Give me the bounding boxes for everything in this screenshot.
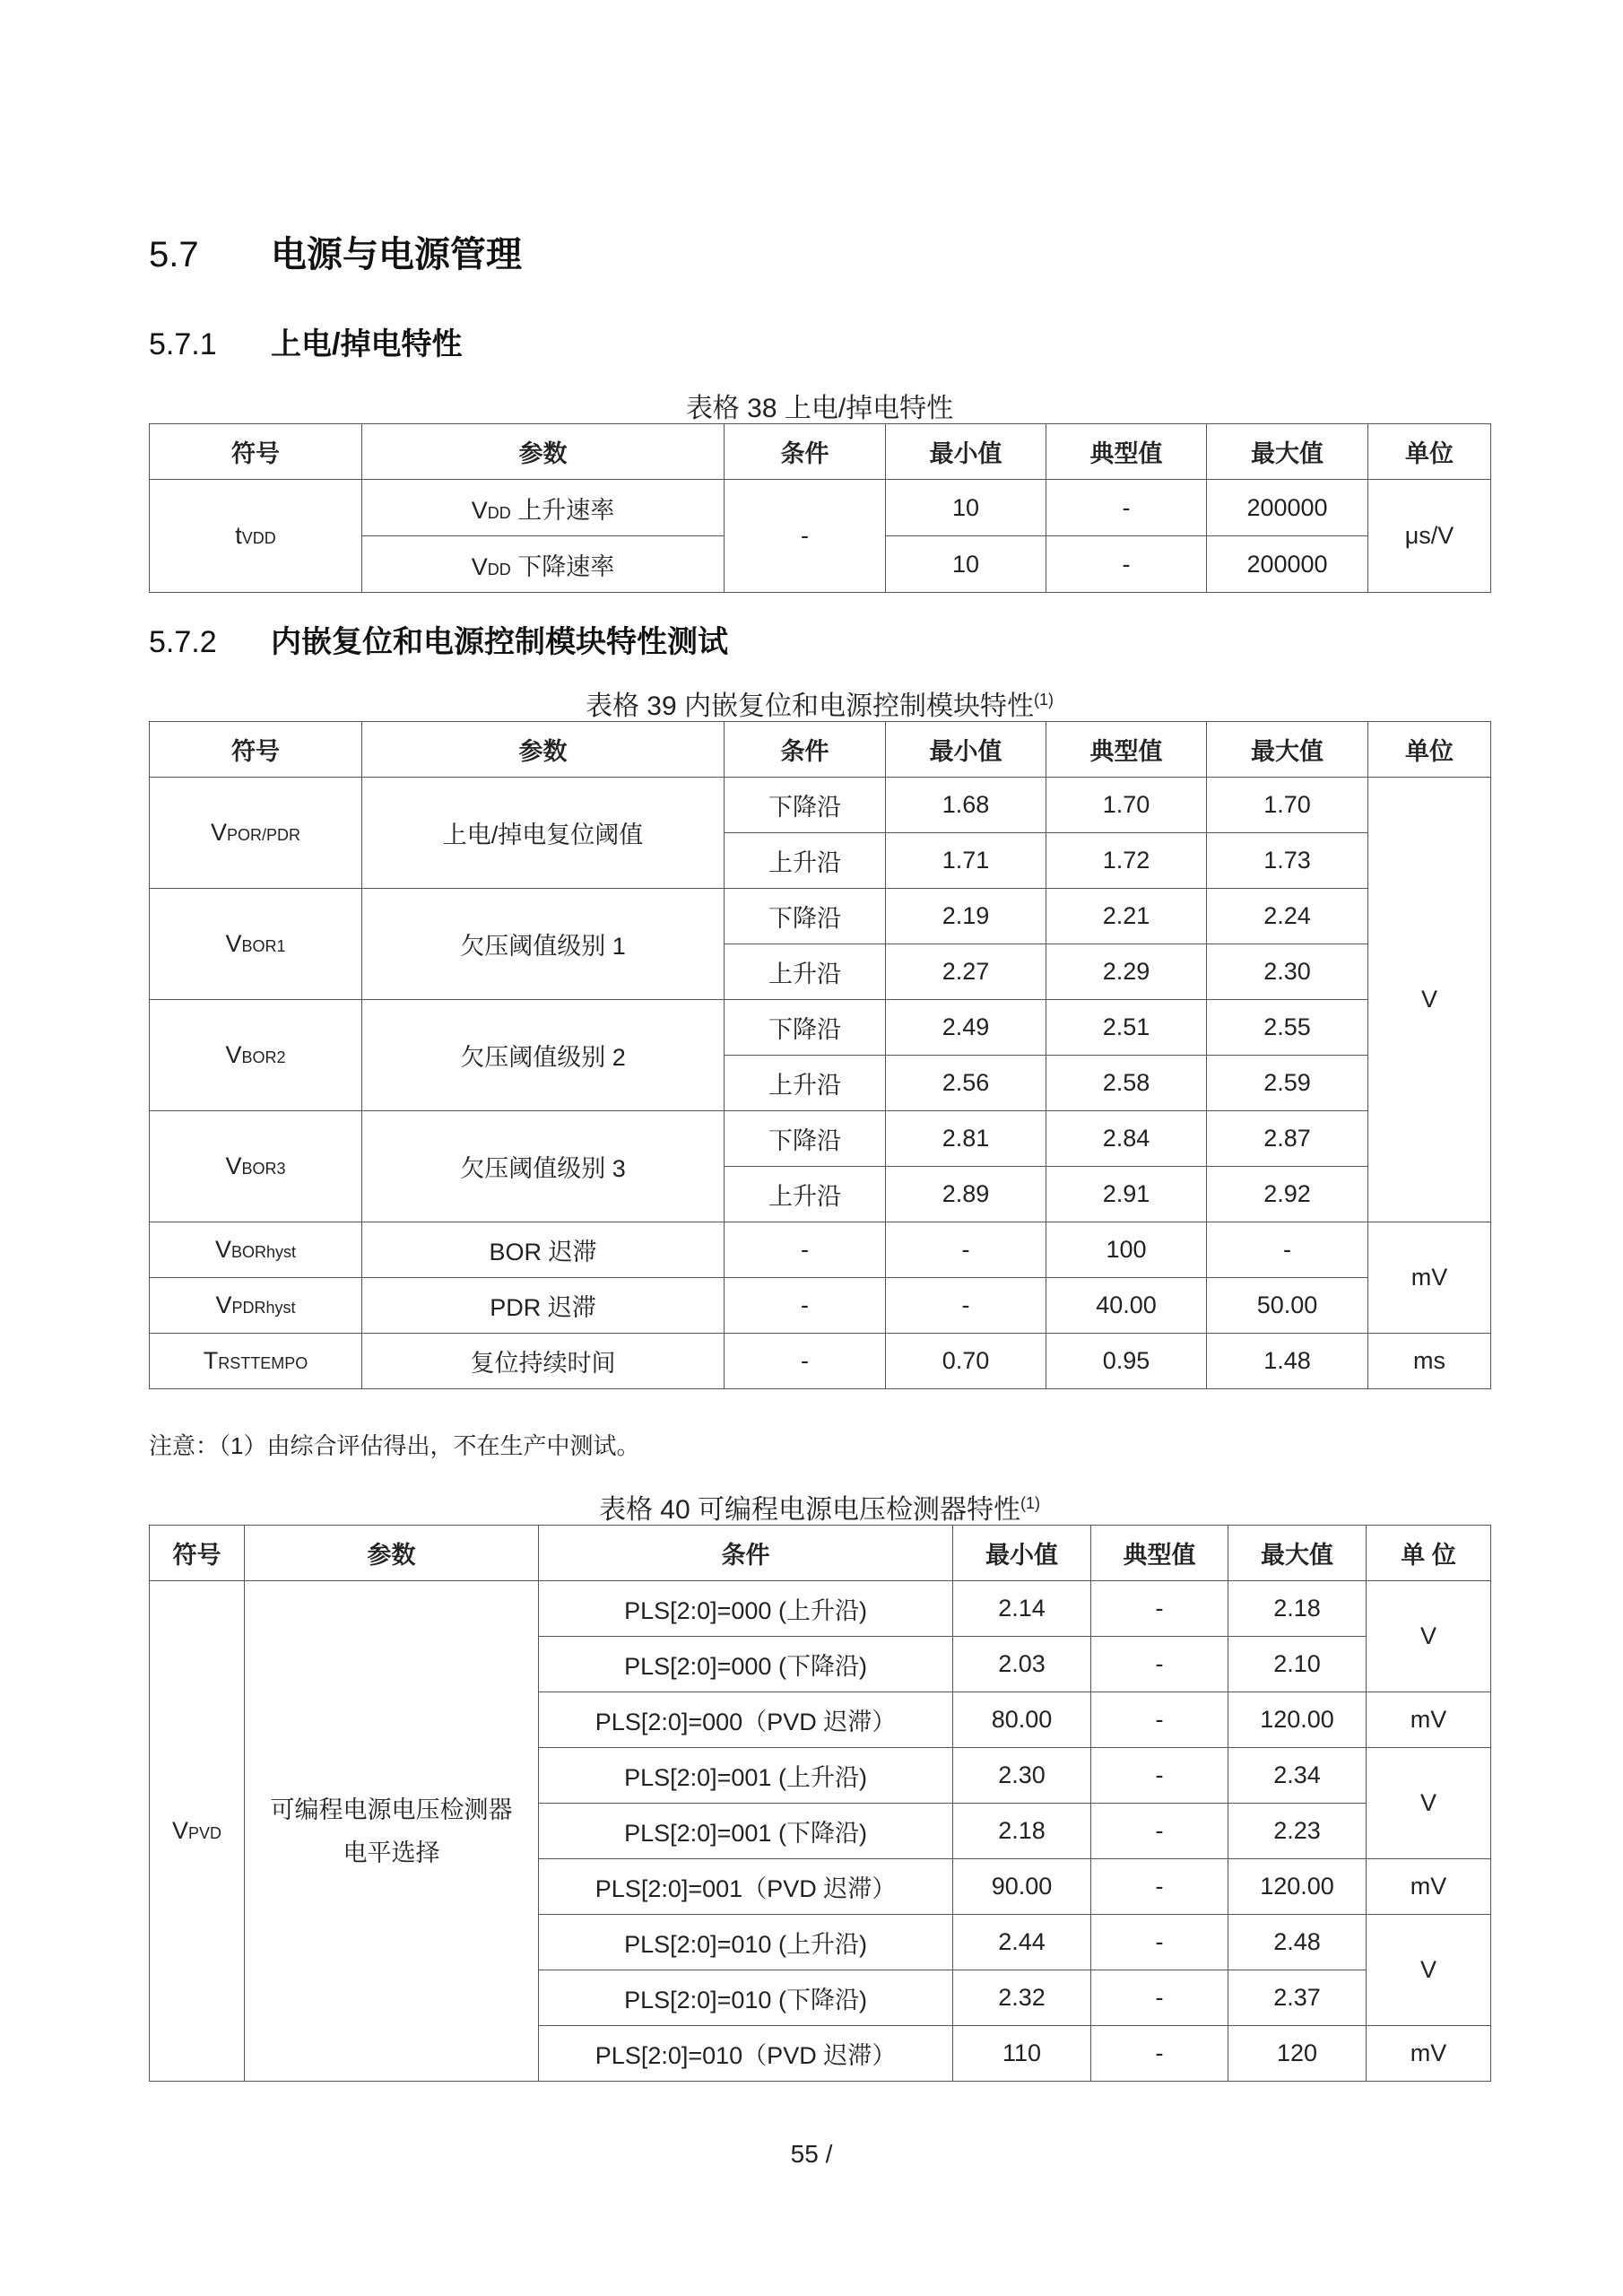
param-cell: PDR 迟滞: [362, 1278, 725, 1334]
typ-cell: -: [1091, 1915, 1228, 1970]
max-cell: 2.18: [1228, 1581, 1367, 1637]
min-cell: 2.32: [953, 1970, 1091, 2026]
header-cell: 最大值: [1228, 1526, 1367, 1581]
table-header-row: [150, 722, 1491, 778]
header-cell: 条件: [725, 722, 886, 778]
header-cell: 单位: [1368, 424, 1491, 480]
table-row: [150, 1278, 1491, 1334]
header-cell: 最小值: [886, 722, 1046, 778]
header-cell: 符号: [150, 722, 362, 778]
max-cell: -: [1207, 1222, 1368, 1278]
min-cell: 2.27: [886, 944, 1046, 1000]
header-cell: 条件: [725, 424, 886, 480]
cond-cell: PLS[2:0]=001（PVD 迟滞）: [539, 1859, 953, 1915]
symbol-cell: VPDRhyst: [150, 1278, 362, 1334]
symbol-cell: VBOR1: [150, 889, 362, 1000]
header-cell: 符号: [150, 1526, 245, 1581]
table-39-caption: 表格 39 内嵌复位和电源控制模块特性$^{(1)}$: [585, 691, 1055, 721]
header-cell: 典型值: [1091, 1526, 1228, 1581]
table-row: [150, 480, 1491, 536]
max-cell: 1.48: [1207, 1334, 1368, 1389]
cond-cell: 下降沿: [725, 889, 886, 944]
typ-cell: -: [1046, 536, 1207, 593]
table-row: [150, 778, 1491, 833]
min-cell: 90.00: [953, 1859, 1091, 1915]
param-cell: VDD 下降速率: [362, 536, 725, 593]
symbol-cell: VBOR3: [150, 1111, 362, 1222]
cond-cell: 上升沿: [725, 1167, 886, 1222]
typ-cell: -: [1091, 1804, 1228, 1859]
section-number: 5.7.2: [149, 625, 217, 659]
typ-cell: -: [1091, 2026, 1228, 2082]
cond-cell: 上升沿: [725, 833, 886, 889]
section-number: 5.7: [149, 235, 199, 274]
min-cell: -: [886, 1222, 1046, 1278]
typ-cell: -: [1091, 1637, 1228, 1692]
table-row: [150, 1334, 1491, 1389]
section-heading-5-7-1: [149, 319, 462, 363]
min-cell: 2.89: [886, 1167, 1046, 1222]
section-title: 上电/掉电特性: [271, 327, 463, 361]
unit-cell: mV: [1368, 1222, 1491, 1334]
max-cell: 2.30: [1207, 944, 1368, 1000]
typ-cell: 1.70: [1046, 778, 1207, 833]
max-cell: 200000: [1207, 480, 1368, 536]
section-number: 5.7.1: [149, 327, 217, 361]
typ-cell: -: [1091, 1581, 1228, 1637]
max-cell: 2.92: [1207, 1167, 1368, 1222]
header-cell: 参数: [362, 424, 725, 480]
typ-cell: 2.29: [1046, 944, 1207, 1000]
min-cell: 2.44: [953, 1915, 1091, 1970]
max-cell: 1.73: [1207, 833, 1368, 889]
header-cell: 最小值: [953, 1526, 1091, 1581]
cond-cell: PLS[2:0]=001 (下降沿): [539, 1804, 953, 1859]
min-cell: 2.18: [953, 1804, 1091, 1859]
table-row: [150, 1111, 1491, 1167]
min-cell: 0.70: [886, 1334, 1046, 1389]
symbol-cell: VBORhyst: [150, 1222, 362, 1278]
min-cell: 110: [953, 2026, 1091, 2082]
cond-cell: -: [725, 480, 886, 593]
max-cell: 120.00: [1228, 1859, 1367, 1915]
max-cell: 120.00: [1228, 1692, 1367, 1748]
table-38: [149, 423, 1491, 593]
cond-cell: PLS[2:0]=000 (下降沿): [539, 1637, 953, 1692]
min-cell: 80.00: [953, 1692, 1091, 1748]
table-39: [149, 721, 1491, 1389]
header-cell: 条件: [539, 1526, 953, 1581]
symbol-cell: VPOR/PDR: [150, 778, 362, 889]
min-cell: 2.14: [953, 1581, 1091, 1637]
typ-cell: -: [1091, 1692, 1228, 1748]
header-cell: 参数: [245, 1526, 539, 1581]
min-cell: 1.68: [886, 778, 1046, 833]
max-cell: 50.00: [1207, 1278, 1368, 1334]
param-cell: BOR 迟滞: [362, 1222, 725, 1278]
table-38-caption: 表格 38 上电/掉电特性: [685, 394, 954, 423]
min-cell: 2.30: [953, 1748, 1091, 1804]
cond-cell: -: [725, 1334, 886, 1389]
cond-cell: 下降沿: [725, 1111, 886, 1167]
typ-cell: -: [1091, 1748, 1228, 1804]
min-cell: 2.81: [886, 1111, 1046, 1167]
cond-cell: PLS[2:0]=010（PVD 迟滞）: [539, 2026, 953, 2082]
cond-cell: 下降沿: [725, 1000, 886, 1056]
table-header-row: [150, 1526, 1491, 1581]
table-row: [150, 1222, 1491, 1278]
cond-cell: PLS[2:0]=001 (上升沿): [539, 1748, 953, 1804]
min-cell: 2.03: [953, 1637, 1091, 1692]
max-cell: 2.24: [1207, 889, 1368, 944]
min-cell: 2.19: [886, 889, 1046, 944]
header-cell: 最小值: [886, 424, 1046, 480]
symbol-cell: VBOR2: [150, 1000, 362, 1111]
table-row: [150, 1000, 1491, 1056]
unit-cell: V: [1367, 1581, 1491, 1692]
section-heading-5-7: [149, 226, 522, 277]
min-cell: 2.49: [886, 1000, 1046, 1056]
min-cell: 1.71: [886, 833, 1046, 889]
typ-cell: -: [1091, 1859, 1228, 1915]
max-cell: 2.10: [1228, 1637, 1367, 1692]
min-cell: 2.56: [886, 1056, 1046, 1111]
unit-cell: μs/V: [1368, 480, 1491, 593]
param-cell: 欠压阈值级别 2: [362, 1000, 725, 1111]
min-cell: -: [886, 1278, 1046, 1334]
max-cell: 2.87: [1207, 1111, 1368, 1167]
max-cell: 2.37: [1228, 1970, 1367, 2026]
max-cell: 2.48: [1228, 1915, 1367, 1970]
cond-cell: PLS[2:0]=000 (上升沿): [539, 1581, 953, 1637]
symbol-cell: TRSTTEMPO: [150, 1334, 362, 1389]
table-40: [149, 1525, 1491, 2082]
header-cell: 典型值: [1046, 424, 1207, 480]
param-cell: 上电/掉电复位阈值: [362, 778, 725, 889]
cond-cell: PLS[2:0]=000（PVD 迟滞）: [539, 1692, 953, 1748]
typ-cell: 100: [1046, 1222, 1207, 1278]
symbol-cell: tVDD: [150, 480, 362, 593]
typ-cell: 1.72: [1046, 833, 1207, 889]
unit-cell: V: [1367, 1915, 1491, 2026]
unit-cell: mV: [1367, 1692, 1491, 1748]
unit-cell: mV: [1367, 2026, 1491, 2082]
param-cell: 复位持续时间: [362, 1334, 725, 1389]
min-cell: 10: [886, 480, 1046, 536]
typ-cell: 2.91: [1046, 1167, 1207, 1222]
max-cell: 120: [1228, 2026, 1367, 2082]
typ-cell: -: [1091, 1970, 1228, 2026]
section-title: 电源与电源管理: [271, 235, 522, 274]
page-number: 55 /: [790, 2140, 833, 2168]
cond-cell: -: [725, 1278, 886, 1334]
table-row: [150, 889, 1491, 944]
unit-cell: V: [1367, 1748, 1491, 1859]
max-cell: 2.59: [1207, 1056, 1368, 1111]
param-cell: 可编程电源电压检测器 电平选择: [245, 1581, 539, 2082]
cond-cell: -: [725, 1222, 886, 1278]
section-heading-5-7-2: [149, 617, 728, 661]
typ-cell: -: [1046, 480, 1207, 536]
param-cell: VDD 上升速率: [362, 480, 725, 536]
unit-cell: mV: [1367, 1859, 1491, 1915]
typ-cell: 0.95: [1046, 1334, 1207, 1389]
header-cell: 单 位: [1367, 1526, 1491, 1581]
min-cell: 10: [886, 536, 1046, 593]
unit-cell: V: [1368, 778, 1491, 1222]
header-cell: 符号: [150, 424, 362, 480]
typ-cell: 2.21: [1046, 889, 1207, 944]
table-40-caption: 表格 40 可编程电源电压检测器特性$^{(1)}$: [598, 1494, 1041, 1525]
table-note: 注意：（1）由综合评估得出，不在生产中测试。: [149, 1432, 640, 1459]
typ-cell: 2.51: [1046, 1000, 1207, 1056]
max-cell: 2.55: [1207, 1000, 1368, 1056]
header-cell: 典型值: [1046, 722, 1207, 778]
unit-cell: ms: [1368, 1334, 1491, 1389]
header-cell: 参数: [362, 722, 725, 778]
symbol-cell: VPVD: [150, 1581, 245, 2082]
max-cell: 2.23: [1228, 1804, 1367, 1859]
cond-cell: 下降沿: [725, 778, 886, 833]
param-cell: 欠压阈值级别 1: [362, 889, 725, 1000]
max-cell: 2.34: [1228, 1748, 1367, 1804]
max-cell: 200000: [1207, 536, 1368, 593]
header-cell: 最大值: [1207, 424, 1368, 480]
header-cell: 最大值: [1207, 722, 1368, 778]
max-cell: 1.70: [1207, 778, 1368, 833]
table-header-row: [150, 424, 1491, 480]
table-row: [150, 1581, 1491, 1637]
cond-cell: 上升沿: [725, 944, 886, 1000]
typ-cell: 2.84: [1046, 1111, 1207, 1167]
cond-cell: PLS[2:0]=010 (上升沿): [539, 1915, 953, 1970]
typ-cell: 40.00: [1046, 1278, 1207, 1334]
header-cell: 单位: [1368, 722, 1491, 778]
param-cell: 欠压阈值级别 3: [362, 1111, 725, 1222]
section-title: 内嵌复位和电源控制模块特性测试: [271, 625, 728, 659]
cond-cell: 上升沿: [725, 1056, 886, 1111]
cond-cell: PLS[2:0]=010 (下降沿): [539, 1970, 953, 2026]
typ-cell: 2.58: [1046, 1056, 1207, 1111]
